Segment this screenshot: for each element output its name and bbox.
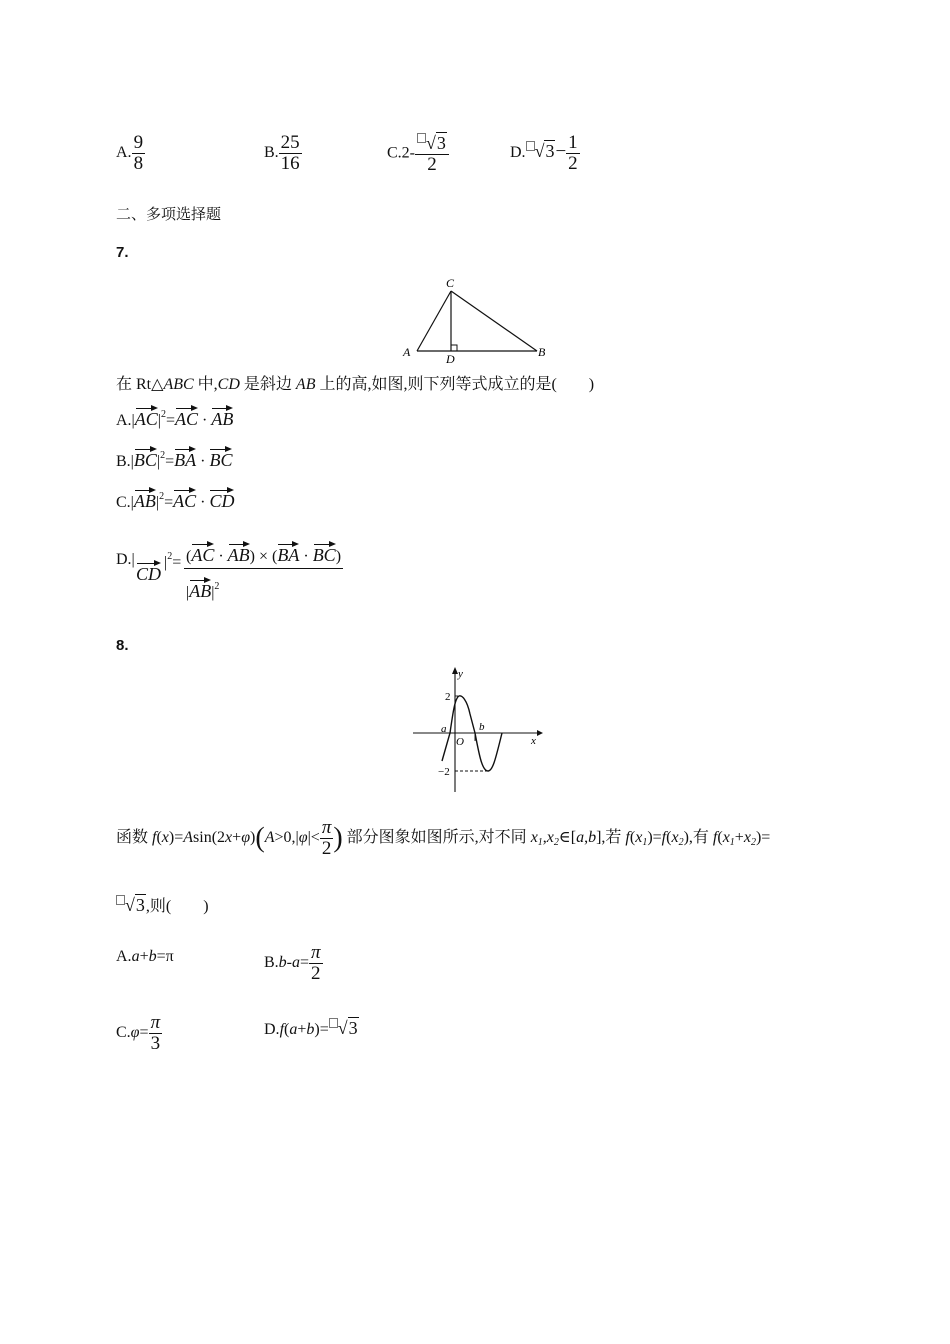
q6-option-d	[510, 133, 580, 174]
dot: ·	[218, 548, 224, 565]
option-label: C.2-	[387, 144, 415, 162]
vector-ab: AB	[211, 405, 233, 430]
stem-text: sin(2	[193, 829, 226, 847]
option-label: C.|	[116, 494, 134, 511]
label-d: D	[446, 352, 455, 366]
q7-option-d-label	[116, 551, 135, 569]
f-x1: f	[625, 829, 630, 847]
numerator: 25	[280, 132, 300, 153]
vector-ac: AC	[135, 405, 158, 430]
equals: =	[172, 554, 182, 571]
option-label: B.	[264, 954, 279, 972]
stem-text: |<	[307, 829, 320, 847]
stem-text: φ	[298, 829, 308, 847]
x1: $x_1$	[530, 829, 543, 849]
fraction	[566, 133, 580, 174]
vector-bc: BC	[313, 541, 336, 566]
label-x: x	[531, 735, 536, 747]
denominator: 2	[321, 837, 332, 859]
dot: ·	[200, 453, 206, 470]
vector-ac: AC	[173, 487, 196, 512]
vector-ac: AC	[191, 541, 214, 566]
minus: -	[286, 954, 292, 972]
stem-text: φ	[241, 829, 251, 847]
stem-text: )=	[755, 829, 771, 847]
q8-option-b: B.b-a= $\frac{\pi}{2}$	[264, 942, 321, 984]
q8-option-a: A.a+b=π	[116, 948, 174, 965]
fraction	[309, 943, 323, 984]
q7-option-a: $A.|AC|^2=AC$ · AB	[116, 405, 233, 430]
stem-text: A	[264, 829, 275, 847]
fraction	[279, 133, 302, 174]
denominator: 2	[427, 153, 437, 175]
q7-option-d-numerator: (AC · AB) × (BA · BC)	[184, 541, 343, 569]
option-label: A.	[116, 948, 132, 965]
q7-option-b: $B.|BC|^2=BA$ · BC	[116, 446, 232, 471]
stem-text: ,则( )	[145, 898, 209, 915]
stem-text: +	[232, 829, 242, 847]
dot: ·	[303, 548, 309, 565]
superscript: 2	[160, 450, 166, 461]
q6-option-b	[264, 133, 302, 174]
fraction	[415, 133, 449, 175]
fraction	[149, 1013, 163, 1054]
option-label: A.	[116, 144, 132, 162]
numerator: π	[311, 942, 321, 963]
vector-bc: BC	[209, 446, 232, 471]
times: ×	[259, 548, 269, 565]
numerator: π	[150, 1012, 161, 1033]
superscript: 2	[214, 581, 220, 592]
q8-stem-line2	[116, 893, 209, 916]
a-var: a	[576, 829, 585, 847]
option-label: D.	[264, 1021, 280, 1038]
stem-text: x	[161, 829, 169, 847]
label-two: 2	[445, 691, 451, 703]
vector-ab: AB	[189, 577, 211, 602]
q7-stem	[116, 371, 594, 394]
denominator: 8	[133, 152, 144, 174]
q7-option-d-bar: $|^2=$	[164, 551, 182, 571]
label-y: y	[458, 668, 463, 680]
x2: $x_2$	[546, 829, 559, 849]
dot: ·	[202, 412, 208, 429]
equals-pi: =π	[156, 948, 174, 965]
vector-ab: AB	[228, 541, 250, 566]
stem-text: 部分图象如图所示,对不同	[346, 829, 531, 847]
vector-ba: BA	[174, 446, 196, 471]
missing-glyph-box	[417, 133, 426, 143]
label-a: A	[403, 345, 411, 359]
equals: )=	[314, 1021, 329, 1038]
denominator: 2	[568, 152, 578, 174]
stem-text: ],若	[596, 829, 626, 847]
right-paren: )	[333, 822, 343, 854]
stem-text: 上的高,如图,则下列等式成立的是( )	[315, 376, 595, 393]
equals: =	[165, 453, 175, 470]
equals: =	[139, 1024, 149, 1042]
side-bc	[451, 291, 537, 351]
fraction	[132, 133, 146, 174]
denominator: 2	[311, 962, 321, 984]
x-axis-arrow	[537, 730, 543, 736]
stem-text: >0,|	[274, 829, 299, 847]
dot: ·	[200, 494, 206, 511]
equals: =	[165, 412, 176, 429]
sqrt: √3	[337, 1018, 358, 1038]
stem-text: CD	[217, 376, 240, 393]
vector-cd: CD	[209, 487, 234, 512]
section-heading: 二、多项选择题	[116, 205, 222, 223]
stem-text: ABC	[163, 376, 194, 393]
label-b: B	[538, 345, 546, 359]
superscript: 2	[159, 491, 165, 502]
stem-text: ),有	[683, 829, 713, 847]
fraction	[320, 818, 334, 859]
radicand: 3	[348, 1018, 358, 1038]
b-var: b	[588, 829, 597, 847]
q8-option-d: D.f(a+b)= √3	[264, 1018, 358, 1038]
sqrt: √3	[125, 895, 145, 915]
stem-text: )=	[168, 829, 184, 847]
q6-option-a	[116, 133, 145, 174]
label-origin: O	[456, 736, 464, 748]
label-a: a	[441, 723, 447, 735]
q8-stem-line1: 函数 f(x)=Asin(2x+φ)(A>0,|φ|< $\frac{\pi}{2}$ ) 部分图象如图所示,对不同 $x_1,x_2\in[a,b]$,若 $f(x_1)=f(x_2)$,有 $f(x_1+x_2)=$	[116, 817, 771, 859]
label-neg-two: −2	[438, 766, 450, 778]
numerator: 9	[133, 132, 144, 153]
option-label: D.|	[116, 551, 135, 568]
radicand: 3	[545, 141, 555, 162]
option-label: A.|	[116, 412, 135, 429]
radicand: 3	[135, 895, 145, 915]
superscript: 2	[160, 409, 166, 420]
denominator: 16	[280, 152, 300, 174]
vector-ba: BA	[277, 541, 299, 566]
stem-text: ∈[	[558, 829, 577, 847]
right-angle-mark	[451, 345, 457, 351]
missing-glyph-box	[329, 1018, 338, 1028]
missing-glyph-box	[526, 141, 535, 151]
equals: =	[300, 954, 310, 972]
question-number: 7.	[116, 244, 129, 261]
numerator	[415, 133, 449, 155]
stem-text: x	[225, 829, 233, 847]
vector-cd: CD	[136, 560, 161, 585]
radicand: 3	[436, 133, 446, 153]
stem-text: 函数	[116, 829, 153, 847]
q8-option-c: C.φ= $\frac{\pi}{3}$	[116, 1012, 161, 1054]
stem-text: )	[250, 829, 256, 847]
q7-option-d-vec	[136, 560, 161, 585]
left-paren: (	[255, 822, 265, 854]
sqrt: √3	[534, 141, 555, 162]
triangle-figure	[398, 274, 558, 366]
side-ac	[417, 291, 451, 351]
stem-text: A	[183, 829, 194, 847]
stem-text: 是斜边	[239, 376, 296, 393]
option-label: D.	[510, 144, 526, 162]
option-label: B.	[264, 144, 279, 162]
question-number: 8.	[116, 637, 129, 654]
vector-ac: AC	[175, 405, 198, 430]
q6-option-c	[387, 133, 449, 175]
vector-bc: BC	[134, 446, 157, 471]
stem-text: f	[152, 829, 157, 847]
stem-text: (	[156, 829, 162, 847]
denominator: 3	[150, 1032, 161, 1054]
label-b: b	[479, 721, 485, 733]
stem-text: 在 Rt△	[116, 376, 164, 393]
stem-text: AB	[295, 376, 316, 393]
q7-option-c: $C.|AB|^2=AC$ · CD	[116, 487, 234, 512]
q7-option-d-denominator: $|AB|^2$	[186, 577, 219, 602]
numerator: 1	[568, 132, 578, 153]
plus: +	[139, 948, 149, 965]
missing-glyph-box	[116, 895, 125, 905]
option-label: B.|	[116, 453, 134, 470]
label-c: C	[446, 276, 455, 290]
superscript: 2	[167, 551, 173, 562]
equals: =	[164, 494, 174, 511]
numerator: π	[321, 817, 332, 838]
sine-graph-figure	[405, 662, 550, 794]
sqrt: √3	[426, 133, 446, 153]
option-label: C.	[116, 1024, 131, 1042]
minus-sign: −	[555, 141, 567, 163]
vector-ab: AB	[134, 487, 156, 512]
stem-text: 中,	[193, 376, 218, 393]
